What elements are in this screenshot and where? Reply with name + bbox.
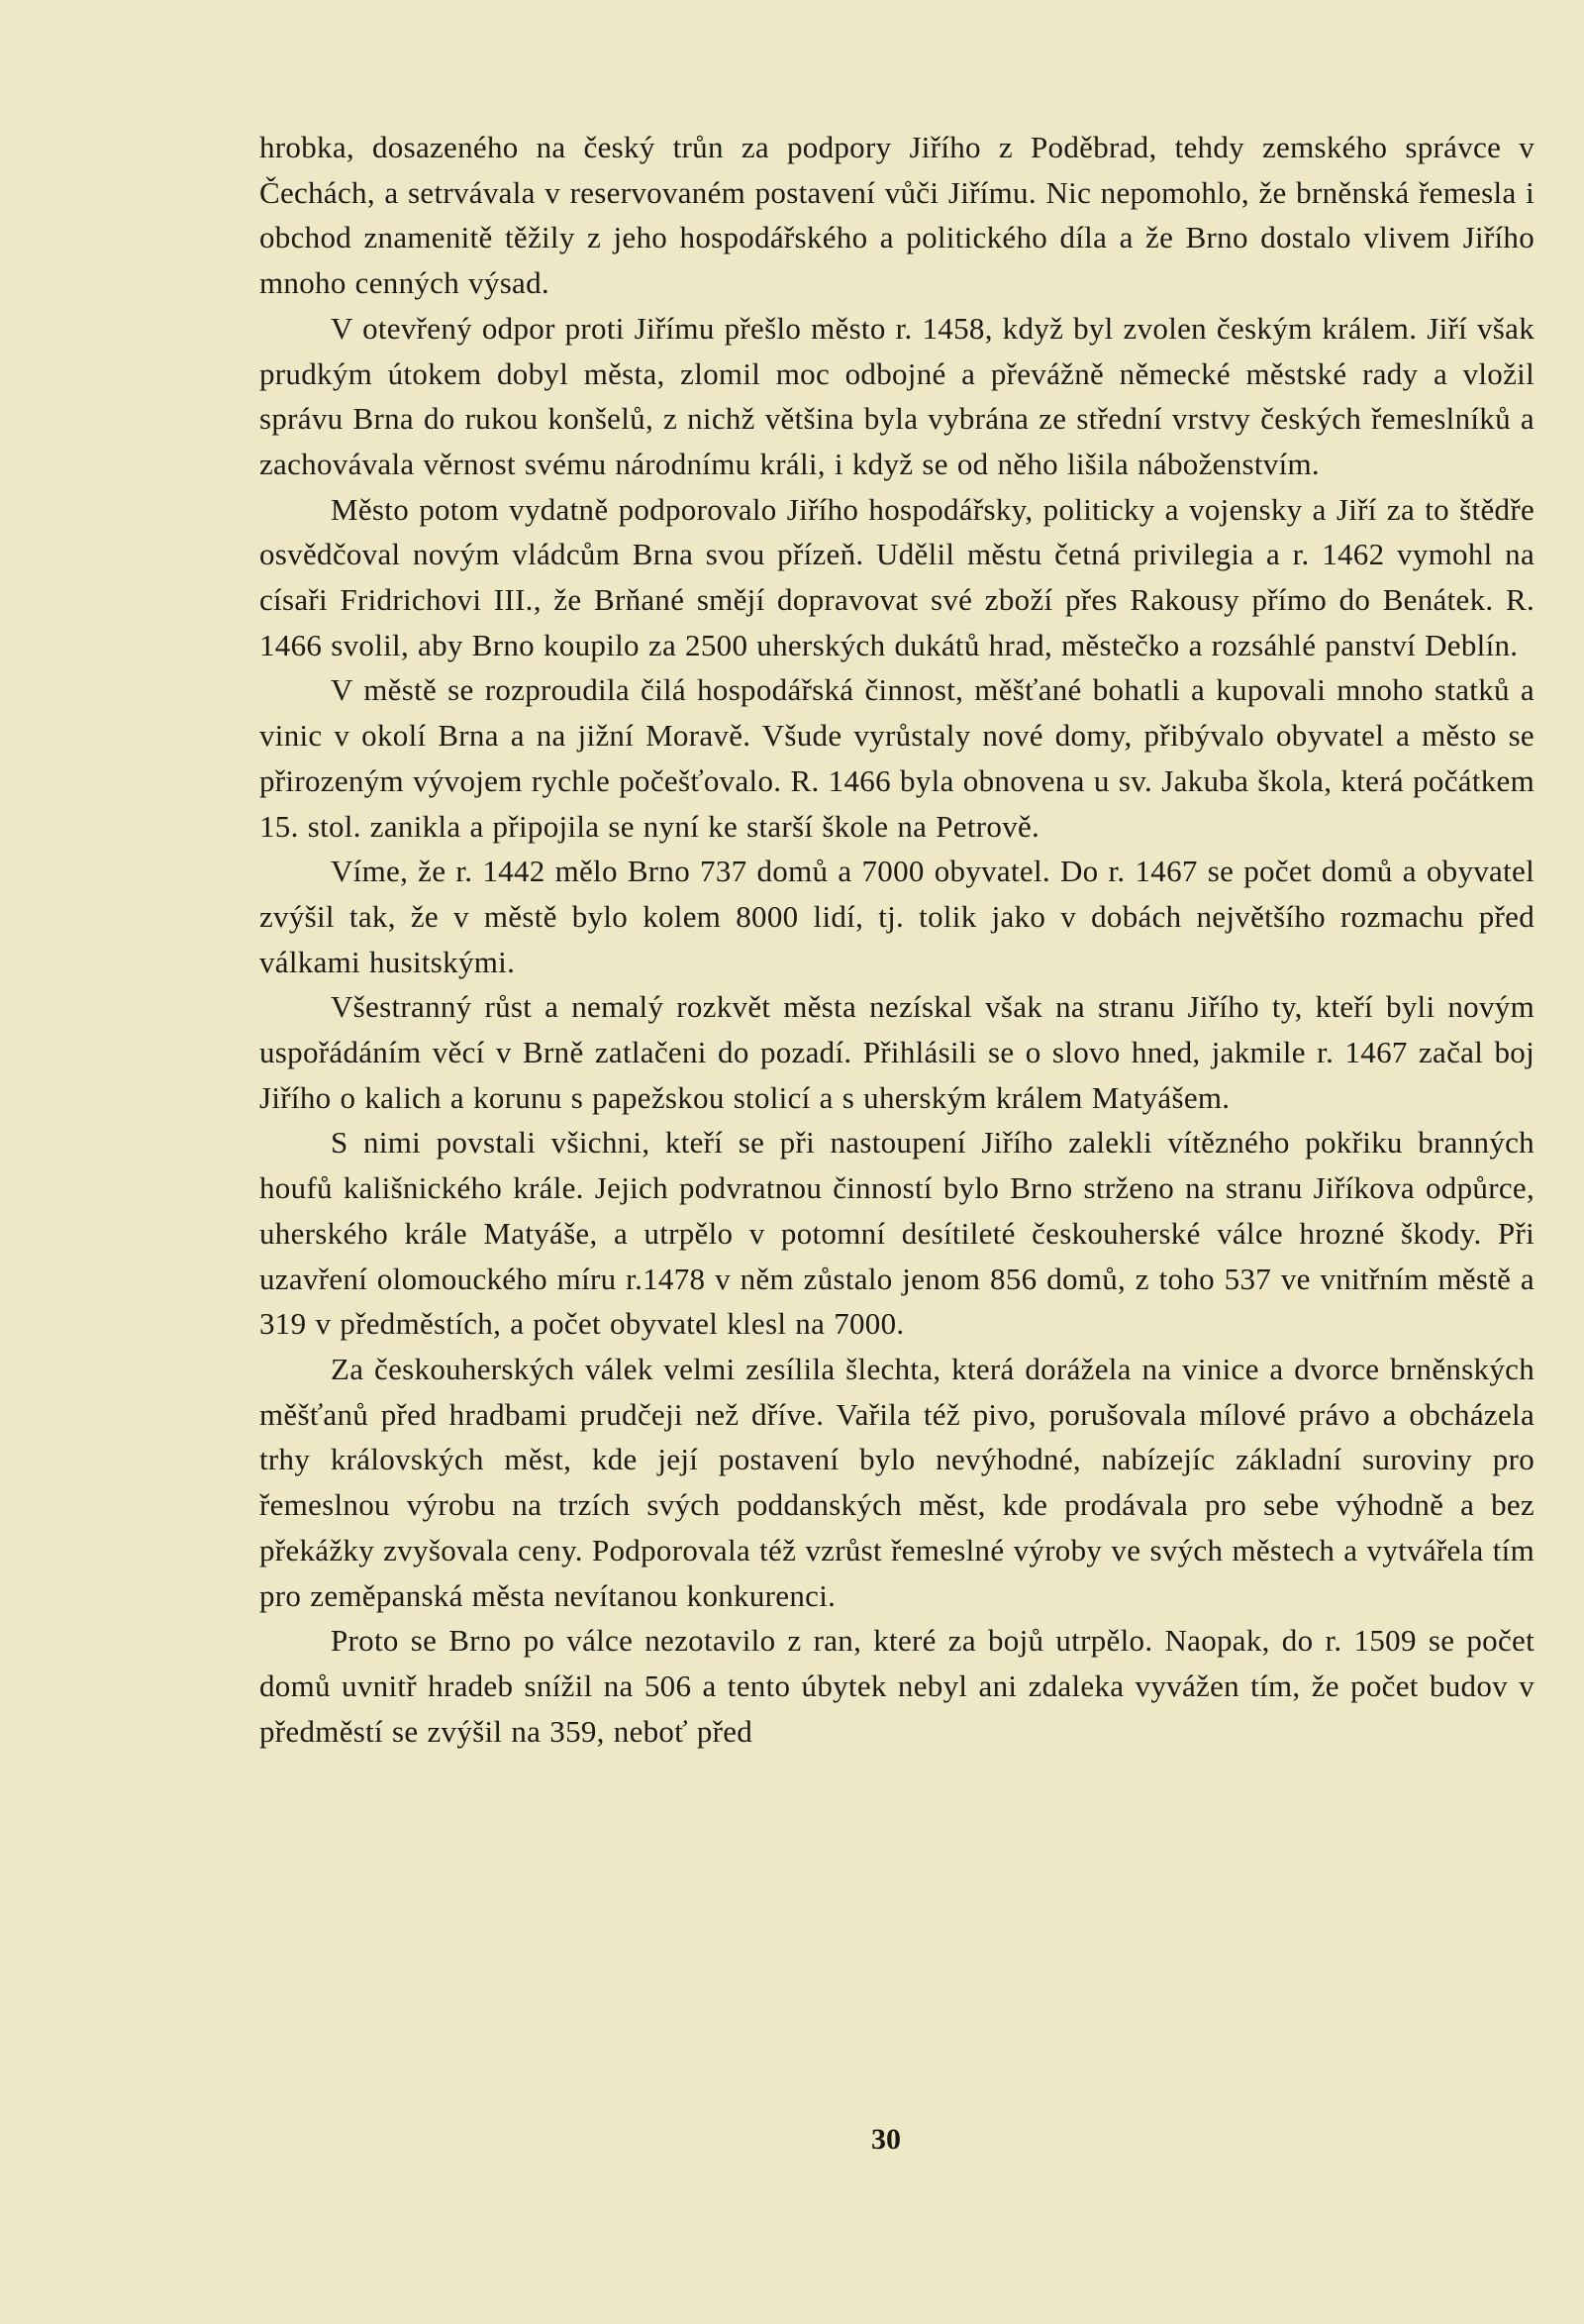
paragraph: Za českouherských válek velmi zesílila šlechta, která dorážela na vinice a dvorce brněnských měšťanů před hradbami prudčeji než dříve. Vařila též pivo, porušovala mílové právo a obcházela trhy královských měst, kde její postavení bylo nevýhodné, nabízejíc základní suroviny pro řemeslnou výrobu na trzích svých poddanských měst, kde prodávala pro sebe výhodně a bez překážky zvyšovala ceny. Podporovala též vzrůst řemeslné výroby ve svých městech a vytvářela tím pro zeměpanská města nevítanou konkurenci. <box>259 1351 1534 1613</box>
paragraph: Všestranný růst a nemalý rozkvět města nezískal však na stranu Jiřího ty, kteří byli novým uspořádáním věcí v Brně zatlačeni do pozadí. Přihlásili se o slovo hned, jakmile r. 1467 začal boj Jiřího o kalich a korunu s papežskou stolicí a s uherským králem Matyášem. <box>259 989 1534 1115</box>
body-text <box>259 125 1534 1754</box>
paragraph: Proto se Brno po válce nezotavilo z ran, které za bojů utrpělo. Naopak, do r. 1509 se počet domů uvnitř hradeb snížil na 506 a tento úbytek nebyl ani zdaleka vyvážen tím, že počet budov v předměstí se zvýšil na 359, neboť před <box>259 1623 1534 1749</box>
paragraph: S nimi povstali všichni, kteří se při nastoupení Jiřího zalekli vítězného pokřiku branných houfů kališnického krále. Jejich podvratnou činností bylo Brno strženo na stranu Jiříkova odpůrce, uherského krále Matyáše, a utrpělo v potomní desítileté českouherské válce hrozné škody. Při uzavření olomouckého míru r.1478 v něm zůstalo jenom 856 domů, z toho 537 ve vnitřním městě a 319 v předměstích, a počet obyvatel klesl na 7000. <box>259 1125 1534 1342</box>
page-number: 30 <box>871 2123 901 2156</box>
paragraph-continued: hrobka, dosazeného na český trůn za podpory Jiřího z Poděbrad, tehdy zemského správce v Čechách, a setrvávala v reservovaném postavení vůči Jiřímu. Nic nepomohlo, že brněnská řemesla i obchod znamenitě těžily z jeho hospodářského a politického díla a že Brno dostalo vlivem Jiřího mnoho cenných výsad. <box>259 130 1534 301</box>
paragraph: Město potom vydatně podporovalo Jiřího hospodářsky, politicky a vojensky a Jiří za to štědře osvědčoval novým vládcům Brna svou přízeň. Udělil městu četná privilegia a r. 1462 vymohl na císaři Fridrichovi III., že Brňané smějí dopravovat své zboží přes Rakousy přímo do Benátek. R. 1466 svolil, aby Brno koupilo za 2500 uherských dukátů hrad, městečko a rozsáhlé panství Deblín. <box>259 491 1534 662</box>
paragraph: V otevřený odpor proti Jiřímu přešlo město r. 1458, když byl zvolen českým králem. Jiří však prudkým útokem dobyl města, zlomil moc odbojné a převážně německé městské rady a vložil správu Brna do rukou konšelů, z nichž většina byla vybrána ze střední vrstvy českých řemeslníků a zachovávala věrnost svému národnímu králi, i když se od něho lišila náboženstvím. <box>259 310 1534 481</box>
paragraph: V městě se rozproudila čilá hospodářská činnost, měšťané bohatli a kupovali mnoho statků a vinic v okolí Brna a na jižní Moravě. Všude vyrůstaly nové domy, přibývalo obyvatel a město se přirozeným vývojem rychle počešťovalo. R. 1466 byla obnovena u sv. Jakuba škola, která počátkem 15. stol. zanikla a připojila se nyní ke starší škole na Petrově. <box>259 672 1534 844</box>
paragraph: Víme, že r. 1442 mělo Brno 737 domů a 7000 obyvatel. Do r. 1467 se počet domů a obyvatel zvýšil tak, že v městě bylo kolem 8000 lidí, tj. tolik jako v dobách největšího rozmachu před válkami husitskými. <box>259 854 1534 979</box>
